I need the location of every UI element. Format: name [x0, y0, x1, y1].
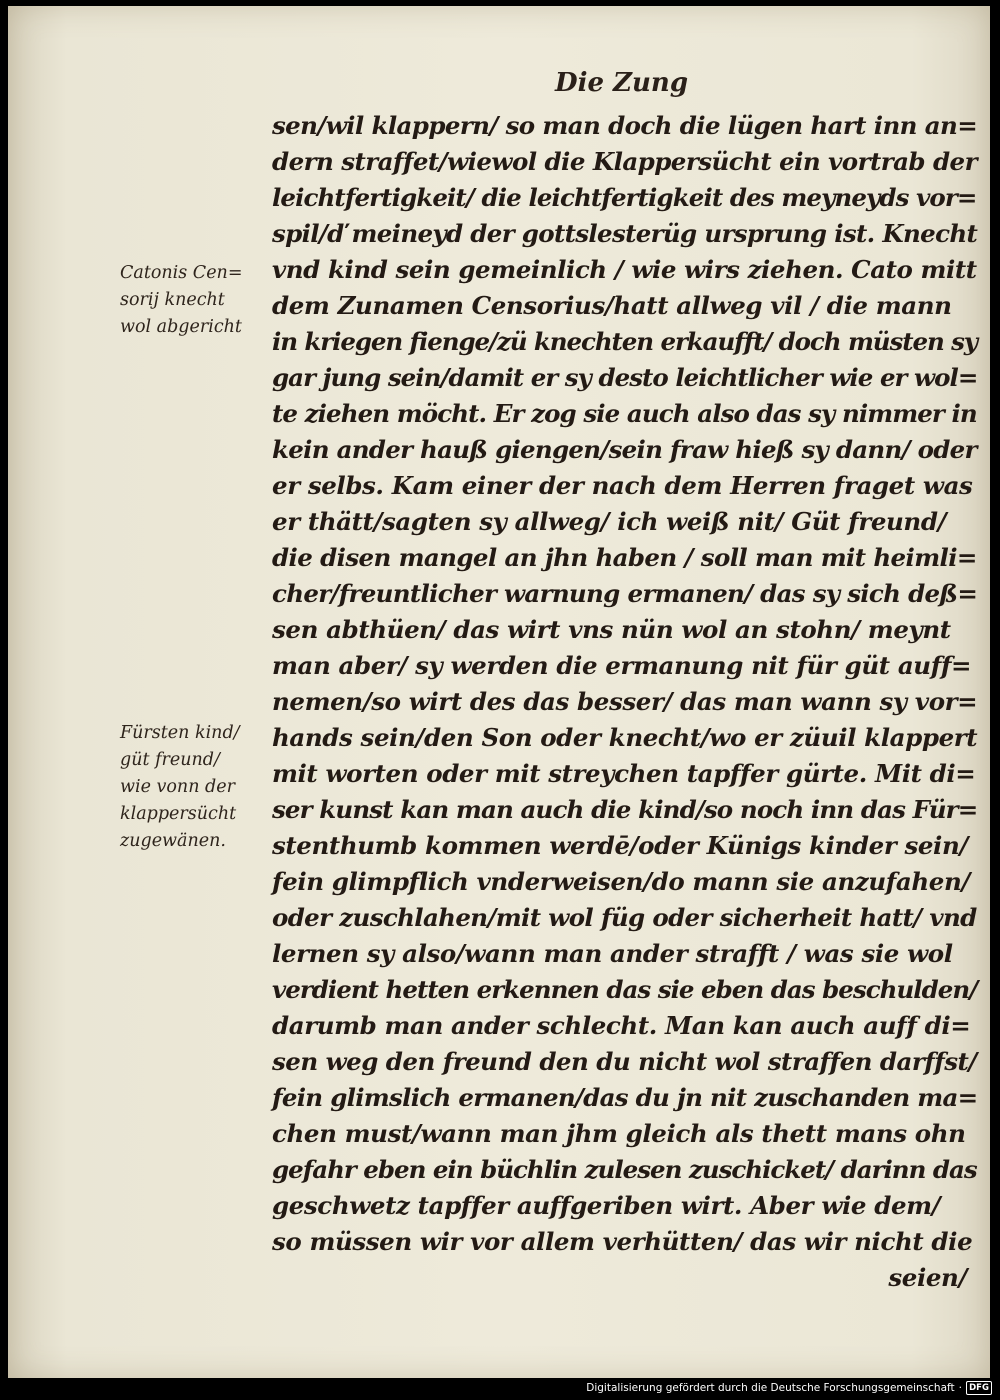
text-line: gefahr eben ein büchlin zulesen zuschicket/ darinn das [272, 1155, 977, 1184]
text-line: mit worten oder mit streychen tapffer gürte. Mit di= [272, 759, 976, 788]
gloss-line: güt freund/ [120, 750, 220, 770]
text-line: stenthumb kommen werdē/oder Künigs kinder sein/ [272, 831, 968, 860]
book-page-scan [8, 6, 990, 1378]
gloss-line: Catonis Cen= [120, 263, 243, 283]
text-line: kein ander hauß giengen/sein fraw hieß sy dann/ oder [272, 435, 977, 464]
text-line: darumb man ander schlecht. Man kan auch auff di= [272, 1011, 971, 1040]
text-line: nemen/so wirt des das besser/ das man wann sy vor= [272, 687, 978, 716]
text-line: geschwetz tapffer auffgeriben wirt. Aber wie dem/ [272, 1191, 941, 1220]
text-line: sen/wil klappern/ so man doch die lügen hart inn an= [272, 111, 978, 140]
dfg-logo-icon: DFG [966, 1381, 992, 1395]
text-line: dern straffet/wiewol die Klappersücht ein vortrab der [272, 147, 977, 176]
text-line: vnd kind sein gemeinlich / wie wirs ziehen. Cato mitt [272, 255, 977, 284]
running-head: Die Zung [555, 68, 688, 98]
gloss-line: Fürsten kind/ [120, 723, 240, 743]
gloss-line: klappersücht [120, 804, 237, 824]
credit-text: Digitalisierung gefördert durch die Deutsche Forschungsgemeinschaft [586, 1382, 955, 1394]
text-line: verdient hetten erkennen das sie eben das beschulden/ [272, 975, 978, 1004]
text-line: lernen sy also/wann man ander strafft / was sie wol [272, 939, 953, 968]
gloss-line: wie vonn der [120, 777, 235, 797]
text-line: dem Zunamen Censorius/hatt allweg vil / die mann [272, 291, 952, 320]
text-line: fein glimslich ermanen/das du jn nit zuschanden ma= [272, 1083, 978, 1112]
text-line: sen abthüen/ das wirt vns nün wol an stohn/ meynt [272, 615, 951, 644]
catchword: seien/ [888, 1263, 967, 1292]
text-line: ser kunst kan man auch die kind/so noch inn das Für= [272, 795, 978, 824]
marginal-gloss-cato [120, 260, 242, 341]
gloss-line: wol abgericht [120, 317, 242, 337]
text-line: oder zuschlahen/mit wol füg oder sicherheit hatt/ vnd [272, 903, 977, 932]
main-text-block [272, 108, 977, 1296]
text-line: fein glimpflich vnderweisen/do mann sie anzufahen/ [272, 867, 970, 896]
text-line: man aber/ sy werden die ermanung nit für güt auff= [272, 651, 972, 680]
text-line: cher/freuntlicher warnung ermanen/ das sy sich deß= [272, 579, 978, 608]
text-line: leichtfertigkeit/ die leichtfertigkeit des meyneyds vor= [272, 183, 977, 212]
credit-separator: · [958, 1382, 962, 1394]
text-line: er thätt/sagten sy allweg/ ich weiß nit/ Güt freund/ [272, 507, 947, 536]
text-line: so müssen wir vor allem verhütten/ das wir nicht die [272, 1227, 973, 1256]
text-line: gar jung sein/damit er sy desto leichtlicher wie er wol= [272, 363, 978, 392]
text-line: in kriegen fienge/zü knechten erkaufft/ doch müsten sy [272, 327, 977, 356]
gloss-line: zugewänen. [120, 831, 226, 851]
text-line: te ziehen möcht. Er zog sie auch also das sy nimmer in [272, 399, 977, 428]
marginal-gloss-fuersten [120, 720, 240, 855]
gloss-line: sorij knecht [120, 290, 225, 310]
text-line: spil/ď meineyd der gottslesterüg ursprung ist. Knecht [272, 219, 978, 248]
text-line: er selbs. Kam einer der nach dem Herren fraget was [272, 471, 973, 500]
text-line: sen weg den freund den du nicht wol straffen darffst/ [272, 1047, 977, 1076]
text-line: chen must/wann man jhm gleich als thett mans ohn [272, 1119, 966, 1148]
text-line: hands sein/den Son oder knecht/wo er züuil klappert [272, 723, 978, 752]
digitization-credit-bar [586, 1380, 992, 1396]
text-line: die disen mangel an jhn haben / soll man mit heimli= [272, 543, 977, 572]
